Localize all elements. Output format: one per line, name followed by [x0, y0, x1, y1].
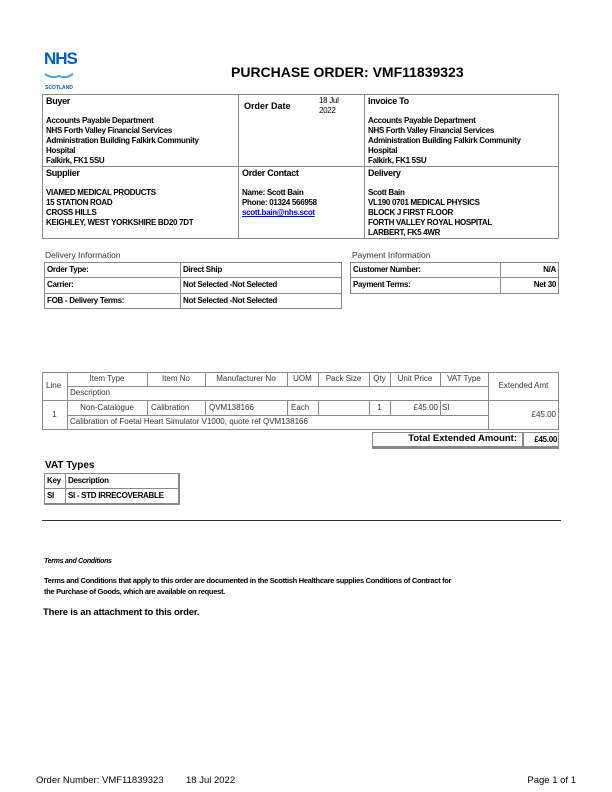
nhs-logo: NHS SCOTLAND: [44, 49, 77, 91]
col-pack-size: Pack Size: [325, 374, 362, 383]
payment-info-heading: Payment Information: [352, 250, 431, 260]
col-item-no: Item No: [161, 374, 190, 383]
col-line: Line: [46, 381, 62, 390]
attachment-note: There is an attachment to this order.: [43, 607, 200, 618]
order-date-value: 18 Jul 2022: [319, 96, 339, 115]
col-qty: Qty: [373, 374, 386, 383]
delivery-section: Delivery Scott Bain VL190 0701 MEDICAL PHYSICS BLOCK J FIRST FLOOR FORTH VALLEY ROYAL HOSPITAL LARBERT, FK5 4WR: [368, 168, 492, 237]
terms-text-line1: Terms and Conditions that apply to this order are documented in the Scottish Healthcare supplies Conditions of Contract for: [44, 576, 452, 585]
footer-page: Page 1 of 1: [527, 775, 576, 786]
invoice-to-section: Invoice To Accounts Payable Department NHS Forth Valley Financial Services Administration Building Falkirk Community Hospital Falkirk, FK1 5SU: [368, 96, 521, 165]
order-date-label: Order Date: [244, 101, 291, 111]
col-vat-type: VAT Type: [447, 374, 481, 383]
total-label: Total Extended Amount:: [408, 433, 517, 444]
footer-order-number: Order Number: VMF11839323: [36, 775, 164, 786]
buyer-section: Buyer Accounts Payable Department NHS Forth Valley Financial Services Administration Building Falkirk Community Hospital Falkirk, FK1 5SU: [46, 96, 199, 165]
col-item-type: Item Type: [89, 374, 125, 383]
col-unit-price: Unit Price: [397, 374, 433, 383]
terms-heading: Terms and Conditions: [44, 558, 112, 565]
divider: [42, 520, 561, 521]
terms-text-line2: the Purchase of Goods, which are available on request.: [44, 587, 225, 596]
purchase-order-page: NHS SCOTLAND PURCHASE ORDER: VMF11839323 Buyer Accounts Payable Department NHS Forth Valley Financial Services Administration Building Falkirk Community Hospital Falkirk, FK1 5SU Order Date 18 Jul 2022 Invoice To Accounts Payable Department NHS Forth Valley Financial Services Administration Building Falkirk Community Hospital Falkirk, FK1 5SU Supplier VIAMED MEDICAL PRODUCTS 15 STATION ROAD CROSS HILLS KEIGHLEY, WEST YORKSHIRE BD20 7DT Order Contact Name: Scott Bain Phone: 01324 566958 scott.bain@nhs.scot Delivery Scott Bain VL190 0701 MEDICAL PHYSICS BLOCK J FIRST FLOOR FORTH VALLEY ROYAL HOSPITAL LARBERT, FK5 4WR Delivery Information Order Type: Direct Ship Carrier: Not Selected -Not Selected FOB - Delivery Terms: Not Selected -Not Selected Payment Information Customer Number: N/A Payment Terms: Net 30 Line Item Type Item No Manufacturer No UOM Pack Size Qty Unit Price VAT Type Extended Amt Description 1 Non-Catalogue Calibration QVM138166 Each 1 £45.00 SI £45.00 Calibration of Foetal Heart Simulator V1000, quote ref QVM138166 Total Extended Amount: £45.00 VAT Types Key Description SI SI - STD IRRECOVERABLE Terms and Conditions Terms and Conditions that apply to this order are documented in the Scottish Healthcare supplies Conditions of Contract for the Purchase of Goods, which are available on request. There is an attachment to this order. Order Number: VMF11839323 18 Jul 2022 Page 1 of 1: [0, 0, 612, 792]
order-contact-section: Order Contact Name: Scott Bain Phone: 01324 566958 scott.bain@nhs.scot: [242, 168, 317, 217]
col-manufacturer-no: Manufacturer No: [216, 374, 276, 383]
delivery-info-heading: Delivery Information: [45, 250, 121, 260]
page-title: PURCHASE ORDER: VMF11839323: [231, 64, 464, 80]
footer-date: 18 Jul 2022: [186, 775, 236, 786]
contact-email-link[interactable]: scott.bain@nhs.scot: [242, 208, 315, 217]
col-uom: UOM: [293, 374, 312, 383]
logo-wave-icon: [44, 72, 74, 80]
vat-types-heading: VAT Types: [45, 460, 95, 471]
total-value: £45.00: [534, 435, 557, 444]
col-description: Description: [70, 388, 111, 397]
col-extended-amt: Extended Amt: [498, 381, 549, 390]
supplier-section: Supplier VIAMED MEDICAL PRODUCTS 15 STATION ROAD CROSS HILLS KEIGHLEY, WEST YORKSHIRE BD20 7DT: [46, 168, 194, 227]
